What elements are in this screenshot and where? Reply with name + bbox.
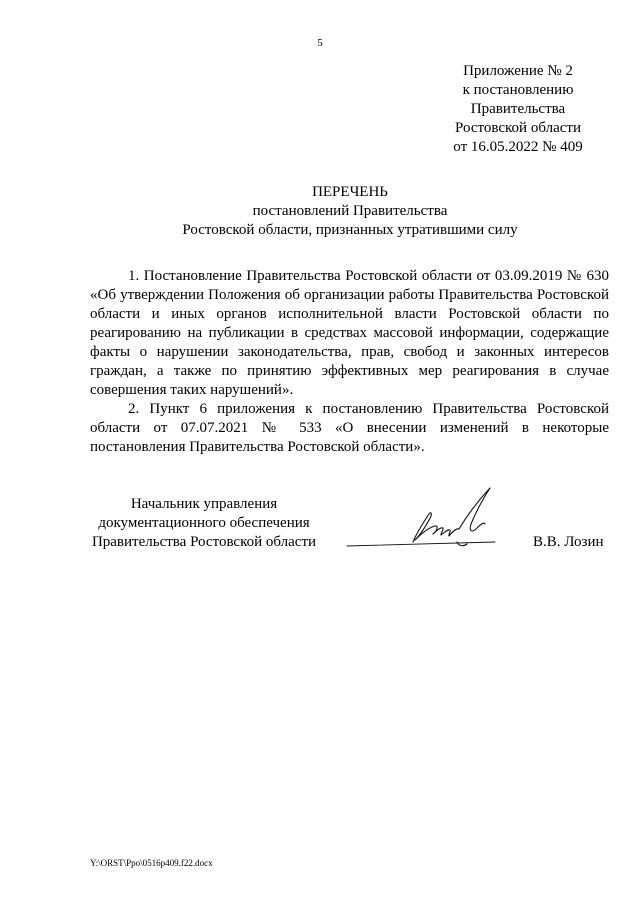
- appendix-reference: [430, 62, 606, 157]
- list-item: 2. Пункт 6 приложения к постановлению Правительства Ростовской области от 07.07.2021 № 533 «О внесении изменений в некоторые постановления Правительства Ростовской области».: [90, 401, 609, 455]
- file-path: Y:\ORST\Ppo\0516p409.f22.docx: [90, 858, 213, 868]
- title-subtitle-line: постановлений Правительства: [252, 203, 448, 219]
- signatory-name: В.В. Лозин: [533, 534, 604, 550]
- appendix-line: к постановлению: [462, 82, 574, 98]
- signatory-position-line: Начальник управления: [130, 496, 278, 512]
- document-title: [90, 183, 610, 240]
- appendix-line: Правительства: [470, 101, 566, 117]
- signatory-position: [90, 495, 318, 552]
- document-body: [90, 267, 609, 457]
- title-subtitle-line: Ростовской области, признанных утратившими силу: [182, 222, 518, 238]
- appendix-line: Приложение № 2: [463, 63, 573, 79]
- signatory-position-line: Правительства Ростовской области: [91, 534, 317, 550]
- handwritten-signature: [345, 484, 515, 564]
- appendix-line: от 16.05.2022 № 409: [453, 139, 583, 155]
- appendix-line: Ростовской области: [455, 120, 581, 136]
- title-heading: ПЕРЕЧЕНЬ: [312, 184, 388, 200]
- page-number: 5: [317, 37, 323, 49]
- signatory-position-line: документационного обеспечения: [98, 515, 310, 531]
- list-item: 1. Постановление Правительства Ростовской области от 03.09.2019 № 630 «Об утверждении Положения об организации работы Правительства Ростовской области и иных органов исполнительной власти Ростовской области по реагированию на публикации в средствах массовой информации, содержащие факты о нарушении законодательства, прав, свобод и законных интересов граждан, а также по принятию эффективных мер реагирования в случае совершения таких нарушений».: [90, 268, 609, 398]
